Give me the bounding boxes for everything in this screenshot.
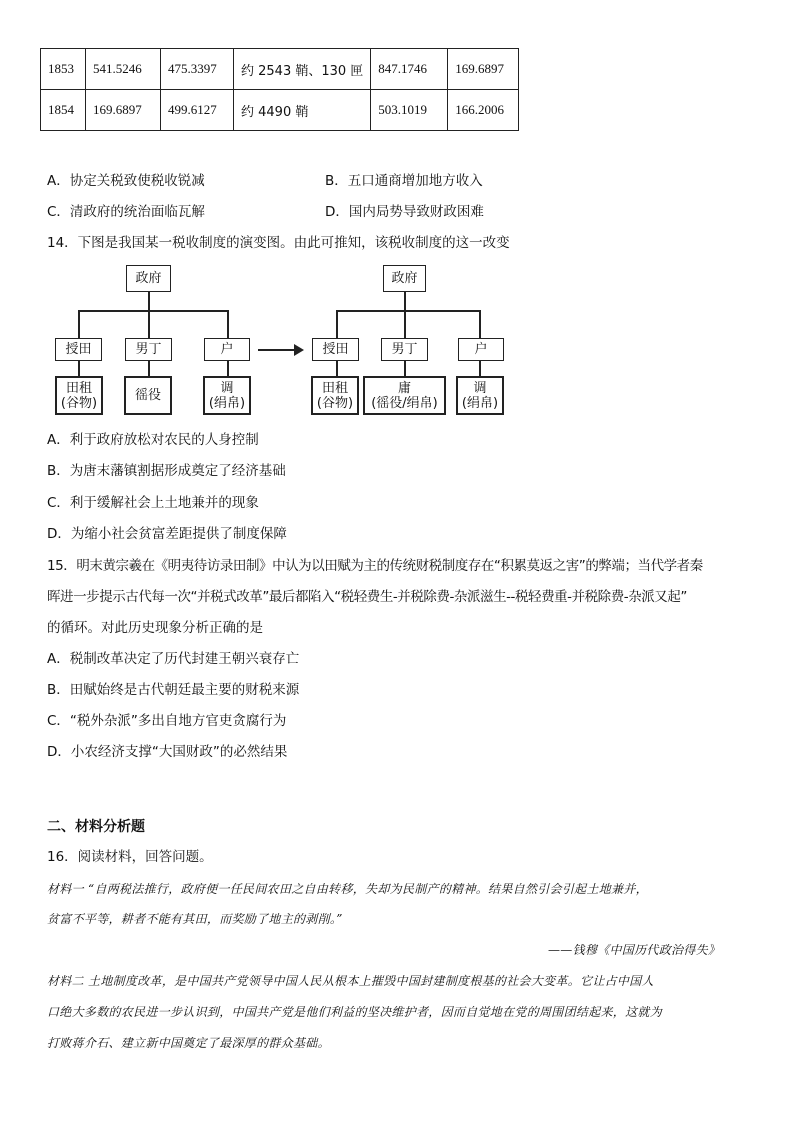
material-2-line-2: 口绝大多数的农民进一步认识到，中国共产党是他们利益的坚决维护者，因而自觉地在党的周围团结起来，这就为 (47, 1005, 663, 1019)
table-cell: 169.6897 (448, 49, 519, 90)
q15-stem-line-1: 15．明末黄宗羲在《明夷待访录田制》中认为以田赋为主的传统财税制度存在“积累莫返之害”的弊端；当代学者秦 (47, 558, 703, 574)
table-cell: 503.1019 (371, 90, 448, 131)
box-sublabel: (谷物) (60, 395, 98, 411)
connector-line (336, 310, 338, 339)
q16-stem: 16．阅读材料，回答问题。 (47, 849, 213, 865)
box-label: 庸 (397, 380, 411, 396)
left-government-box: 政府 (126, 265, 171, 292)
q13-option-d: D．国内局势导致财政困难 (325, 204, 484, 220)
connector-line (404, 310, 406, 339)
left-mid-box-household: 户 (204, 338, 250, 361)
table-cell: 475.3397 (161, 49, 234, 90)
material-1-source: ——钱穆《中国历代政治得失》 (548, 943, 721, 957)
q15-option-c: C．“税外杂派”多出自地方官吏贪腐行为 (47, 713, 287, 729)
connector-line (78, 361, 80, 377)
right-bottom-box-diao (456, 376, 504, 415)
connector-line (227, 310, 229, 339)
right-mid-box-household: 户 (458, 338, 504, 361)
connector-line (227, 361, 229, 377)
q15-stem-line-2: 晖进一步提示古代每一次“并税式改革”最后都陷入“税轻费生-并税除费-杂派滋生--税轻费重-并税除费-杂派又起” (47, 589, 687, 605)
left-bottom-box-rent (55, 376, 103, 415)
q13-option-b: B．五口通商增加地方收入 (325, 173, 483, 189)
box-sublabel: (谷物) (316, 395, 354, 411)
connector-line (404, 361, 406, 377)
q13-option-a: A．协定关税致使税收锐减 (47, 173, 205, 189)
left-mid-box-male: 男丁 (125, 338, 172, 361)
right-bottom-box-rent (311, 376, 359, 415)
box-label: 调 (220, 380, 234, 396)
connector-line (404, 292, 406, 310)
arrow-right-icon (294, 344, 304, 356)
left-bottom-box-corvee (124, 376, 172, 415)
connector-line (148, 361, 150, 377)
connector-line (336, 361, 338, 377)
table-cell: 169.6897 (86, 90, 161, 131)
material-2-line-3: 打败蒋介石、建立新中国奠定了最深厚的群众基础。 (47, 1036, 330, 1050)
box-label: 田租 (65, 380, 92, 396)
q14-stem: 14．下图是我国某一税收制度的演变图。由此可推知，该税收制度的这一改变 (47, 235, 510, 251)
box-sublabel: (徭役/绢帛) (371, 395, 438, 411)
material-1-line-2: 贫富不平等，耕者不能有其田，而奖励了地主的剥削。” (47, 912, 343, 926)
q15-stem-line-3: 的循环。对此历史现象分析正确的是 (47, 620, 263, 636)
arrow-line (258, 349, 296, 351)
right-mid-box-land: 授田 (312, 338, 359, 361)
q15-option-d: D．小农经济支撑“大国财政”的必然结果 (47, 744, 288, 760)
q14-option-c: C．利于缓解社会上土地兼并的现象 (47, 495, 259, 511)
right-government-box: 政府 (383, 265, 426, 292)
left-mid-box-land: 授田 (55, 338, 102, 361)
connector-line (78, 310, 228, 312)
table-cell: 约 2543 鞘、130 匣 (234, 49, 371, 90)
connector-line (479, 361, 481, 377)
q14-option-d: D．为缩小社会贫富差距提供了制度保障 (47, 526, 287, 542)
table-cell: 约 4490 鞘 (234, 90, 371, 131)
left-bottom-box-diao (203, 376, 251, 415)
table-cell: 166.2006 (448, 90, 519, 131)
material-1-line-1: 材料一 “自两税法推行，政府便一任民间农田之自由转移，失却为民制产的精神。结果自然引会引起土地兼并， (47, 882, 648, 896)
section-title: 二、材料分析题 (47, 819, 145, 835)
q14-option-b: B．为唐末藩镇割据形成奠定了经济基础 (47, 463, 286, 479)
connector-line (148, 292, 150, 310)
table-cell: 541.5246 (86, 49, 161, 90)
table-cell: 499.6127 (161, 90, 234, 131)
q13-option-c: C．清政府的统治面临瓦解 (47, 204, 205, 220)
table-cell: 1853 (41, 49, 86, 90)
material-2-line-1: 材料二 土地制度改革，是中国共产党领导中国人民从根本上摧毁中国封建制度根基的社会大变革。它让占中国人 (47, 974, 654, 988)
box-label: 调 (473, 380, 487, 396)
q14-option-a: A．利于政府放松对农民的人身控制 (47, 432, 259, 448)
table-cell: 847.1746 (371, 49, 448, 90)
connector-line (78, 310, 80, 339)
q15-option-a: A．税制改革决定了历代封建王朝兴衰存亡 (47, 651, 300, 667)
box-label: 徭役 (134, 388, 161, 403)
connector-line (336, 310, 480, 312)
right-bottom-box-yong (363, 376, 446, 415)
connector-line (148, 310, 150, 339)
table-cell: 1854 (41, 90, 86, 131)
box-sublabel: (绢帛) (208, 395, 246, 411)
box-sublabel: (绢帛) (461, 395, 499, 411)
right-mid-box-male: 男丁 (381, 338, 428, 361)
q15-option-b: B．田赋始终是古代朝廷最主要的财税来源 (47, 682, 300, 698)
connector-line (479, 310, 481, 339)
box-label: 田租 (321, 380, 348, 396)
